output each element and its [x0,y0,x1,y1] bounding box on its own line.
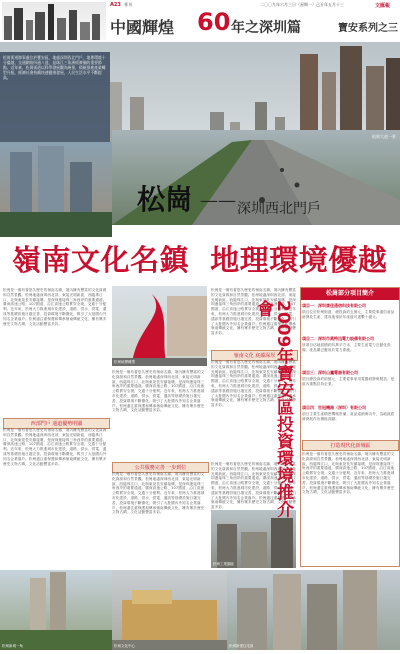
series-banner [110,8,400,37]
series-index: 寶安系列之三 [338,23,398,34]
body-column-3: 松崗是一個有著悠久歷史的嶺南名鎮，境內擁有豐富的文化資源和自然景觀。松崗地處深圳西北部，東接光明新區，西臨珠江口，北與東莞長安鎮接壤，是深圳連接珠三角西岸的重要通道。廣深高速公路、107國道、沿江高速公路貫穿全境，交通十分便利。近年來，松崗大力推進城市化建設，道路、供水、供電、通訊等基礎設施日趨完善，投資環境不斷優化，吸引了大批國內外知名企業落戶。松崗還注重保護和傳承嶺南傳統文化，擁有眾多歷史文物古蹟，文化活動豐富多彩。 [211,288,296,336]
project-1-body: 項目位於松崗街道，總投資約五億元，主要從事通信產品研發及生產，建成後預計年產值可達數十億元。 [302,310,395,319]
paper-name: 文匯報 [375,3,391,9]
project-3-body: 項目總投資約兩億元，主要從事家用電器研發與製造，是區內重點扶持企業。 [302,377,395,386]
headline-dash: —— [200,190,236,211]
project-3 [302,370,397,387]
project-3-label: 項目三：深圳山鷹電器有限公司 [302,370,358,375]
project-4 [302,405,397,422]
series-right: 年之深圳篇 [231,20,301,36]
bottom-right-caption: 松崗新建住宅區 [229,644,254,648]
page-header-line [110,2,400,10]
masthead-skyline-graphic [2,2,106,40]
project-2-body: 該項目佔地面積約四萬平方米，主要生產電力自動化設備，產品廣泛應用於電力系統。 [302,343,391,352]
bottom-left-caption: 松崗新城一角 [2,644,23,648]
sculpture-photo [112,286,207,366]
body-column-2: 松崗是一個有著悠久歷史的嶺南名鎮，境內擁有豐富的文化資源和自然景觀。松崗地處深圳西北部，東接光明新區，西臨珠江口，北與東莞長安鎮接壤，是深圳連接珠三角西岸的重要通道。廣深高速公路、107國道、沿江高速公路貫穿全境，交通十分便利。近年來，松崗大力推進城市化建設，道路、供水、供電、通訊等基礎設施日趨完善，投資環境不斷優化，吸引了大批國內外知名企業落戶。松崗還注重保護和傳承嶺南傳統文化，擁有眾多歷史文物古蹟，文化活動豐富多彩。 [112,370,205,413]
industrial-caption: 松崗工業園區 [213,562,234,566]
bottom-mid-photo [112,570,227,650]
main-headline-text: 嶺南文化名鎮 地理環境優越 [12,243,388,277]
left-building-photo [0,142,112,237]
main-headline [12,238,392,276]
project-4-body: 項目主要生產精密機械設備，產品遠銷海內外，為地區經濟發展作出積極貢獻。 [302,412,395,421]
bottom-mid-caption: 松崗文化中心 [114,644,135,648]
project-2 [302,336,397,353]
section-title-2: 嶺南文化 底蘊深厚 [211,350,298,361]
page-number: A23 [110,2,121,8]
project-1-label: 項目一：深圳康佳通信科技有限公司 [302,303,366,308]
bottom-right-photo [227,570,400,650]
project-1 [302,303,397,320]
bottom-left-photo [0,570,112,650]
intro-box [0,52,110,142]
section-title-4: 打造現代化新城區 [302,440,399,451]
date-line: 二〇〇九年六月三日（星期一）己丑年五月十三 [260,2,344,7]
sidebar-body-text: 松崗是一個有著悠久歷史的嶺南名鎮，境內擁有豐富的文化資源和自然景觀。松崗地處深圳西北部，東接光明新區，西臨珠江口，北與東莞長安鎮接壤，是深圳連接珠三角西岸的重要通道。廣深高速公路、107國道、沿江高速公路貫穿全境，交通十分便利。近年來，松崗大力推進城市化建設，道路、供水、供電、通訊等基礎設施日趨完善，投資環境不斷優化，吸引了大批國內外知名企業落戶。松崗還注重保護和傳承嶺南傳統文化，擁有眾多歷史文物古蹟，文化活動豐富多彩。 [302,452,395,495]
headline-tagline: 深圳西北門戶 [237,201,321,217]
sculpture-caption: 松崗地標雕塑 [114,360,135,364]
body-column-1: 松崗是一個有著悠久歷史的嶺南名鎮，境內擁有豐富的文化資源和自然景觀。松崗地處深圳西北部，東接光明新區，西臨珠江口，北與東莞長安鎮接壤，是深圳連接珠三角西岸的重要通道。廣深高速公路、107國道、沿江高速公路貫穿全境，交通十分便利。近年來，松崗大力推進城市化建設，道路、供水、供電、通訊等基礎設施日趨完善，投資環境不斷優化，吸引了大批國內外知名企業落戶。松崗還注重保護和傳承嶺南傳統文化，擁有眾多歷史文物古蹟，文化活動豐富多彩。 [3,288,107,326]
highway-caption: 松崗大道一景 [372,134,396,139]
series-left: 中國輝煌 [110,18,175,37]
sidebar-title: 松崗部分項目簡介 [301,288,399,300]
project-2-label: 項目二：深圳市奧特迅電力設備有限公司 [302,336,374,341]
body-column-1b: 松崗是一個有著悠久歷史的嶺南名鎮，境內擁有豐富的文化資源和自然景觀。松崗地處深圳西北部，東接光明新區，西臨珠江口，北與東莞長安鎮接壤，是深圳連接珠三角西岸的重要通道。廣深高速公路、107國道、沿江高速公路貫穿全境，交通十分便利。近年來，松崗大力推進城市化建設，道路、供水、供電、通訊等基礎設施日趨完善，投資環境不斷優化，吸引了大批國內外知名企業落戶。松崗還注重保護和傳承嶺南傳統文化，擁有眾多歷史文物古蹟，文化活動豐富多彩。 [3,428,107,466]
project-4-label: 項目四：世冠機器（深圳）有限公司 [302,405,366,410]
body-column-2b: 松崗是一個有著悠久歷史的嶺南名鎮，境內擁有豐富的文化資源和自然景觀。松崗地處深圳西北部，東接光明新區，西臨珠江口，北與東莞長安鎮接壤，是深圳連接珠三角西岸的重要通道。廣深高速公路、107國道、沿江高速公路貫穿全境，交通十分便利。近年來，松崗大力推進城市化建設，道路、供水、供電、通訊等基礎設施日趨完善，投資環境不斷優化，吸引了大批國內外知名企業落戶。松崗還注重保護和傳承嶺南傳統文化，擁有眾多歷史文物古蹟，文化活動豐富多彩。 [112,472,205,515]
section-title-1: 西部門戶 通道優勢明顯 [3,418,110,429]
headline-name: 松崗 [137,183,194,216]
section-title-3: 公共服務完善 一步到位 [112,462,209,473]
body-column-3b: 松崗是一個有著悠久歷史的嶺南名鎮，境內擁有豐富的文化資源和自然景觀。松崗地處深圳西北部，東接光明新區，西臨珠江口，北與東莞長安鎮接壤，是深圳連接珠三角西岸的重要通道。廣深高速公路、107國道、沿江高速公路貫穿全境，交通十分便利。近年來，松崗大力推進城市化建設，道路、供水、供電、通訊等基礎設施日趨完善，投資環境不斷優化，吸引了大批國內外知名企業落戶。松崗還注重保護和傳承嶺南傳統文化，擁有眾多歷史文物古蹟，文化活動豐富多彩。 [211,360,296,408]
body-column-3c: 松崗是一個有著悠久歷史的嶺南名鎮，境內擁有豐富的文化資源和自然景觀。松崗地處深圳西北部，東接光明新區，西臨珠江口，北與東莞長安鎮接壤，是深圳連接珠三角西岸的重要通道。廣深高速公路、107國道、沿江高速公路貫穿全境，交通十分便利。近年來，松崗大力推進城市化建設，道路、供水、供電、通訊等基礎設施日趨完善，投資環境不斷優化，吸引了大批國內外知名企業落戶。松崗還注重保護和傳承嶺南傳統文化，擁有眾多歷史文物古蹟，文化活動豐富多彩。 [211,462,296,510]
sidebar-heading-text: 2009年寶安區投資環境推介會 [253,300,293,518]
series-number: 60 [197,8,231,36]
masthead [0,0,400,42]
page-tag: 專刊 [124,2,132,7]
intro-text: 松崗街道辦事處位於寶安區，地處深圳西北門戶，地理環境十分優越，交通網絡四通八達，是珠江三角洲經濟圈的重要節點。近年來，松崗街道以科學發展觀為統領，積極推進產業轉型升級，經濟社會持續快速健康發展，人民生活水平不斷提高。 [3,55,106,80]
sidebar-heading [253,300,291,530]
